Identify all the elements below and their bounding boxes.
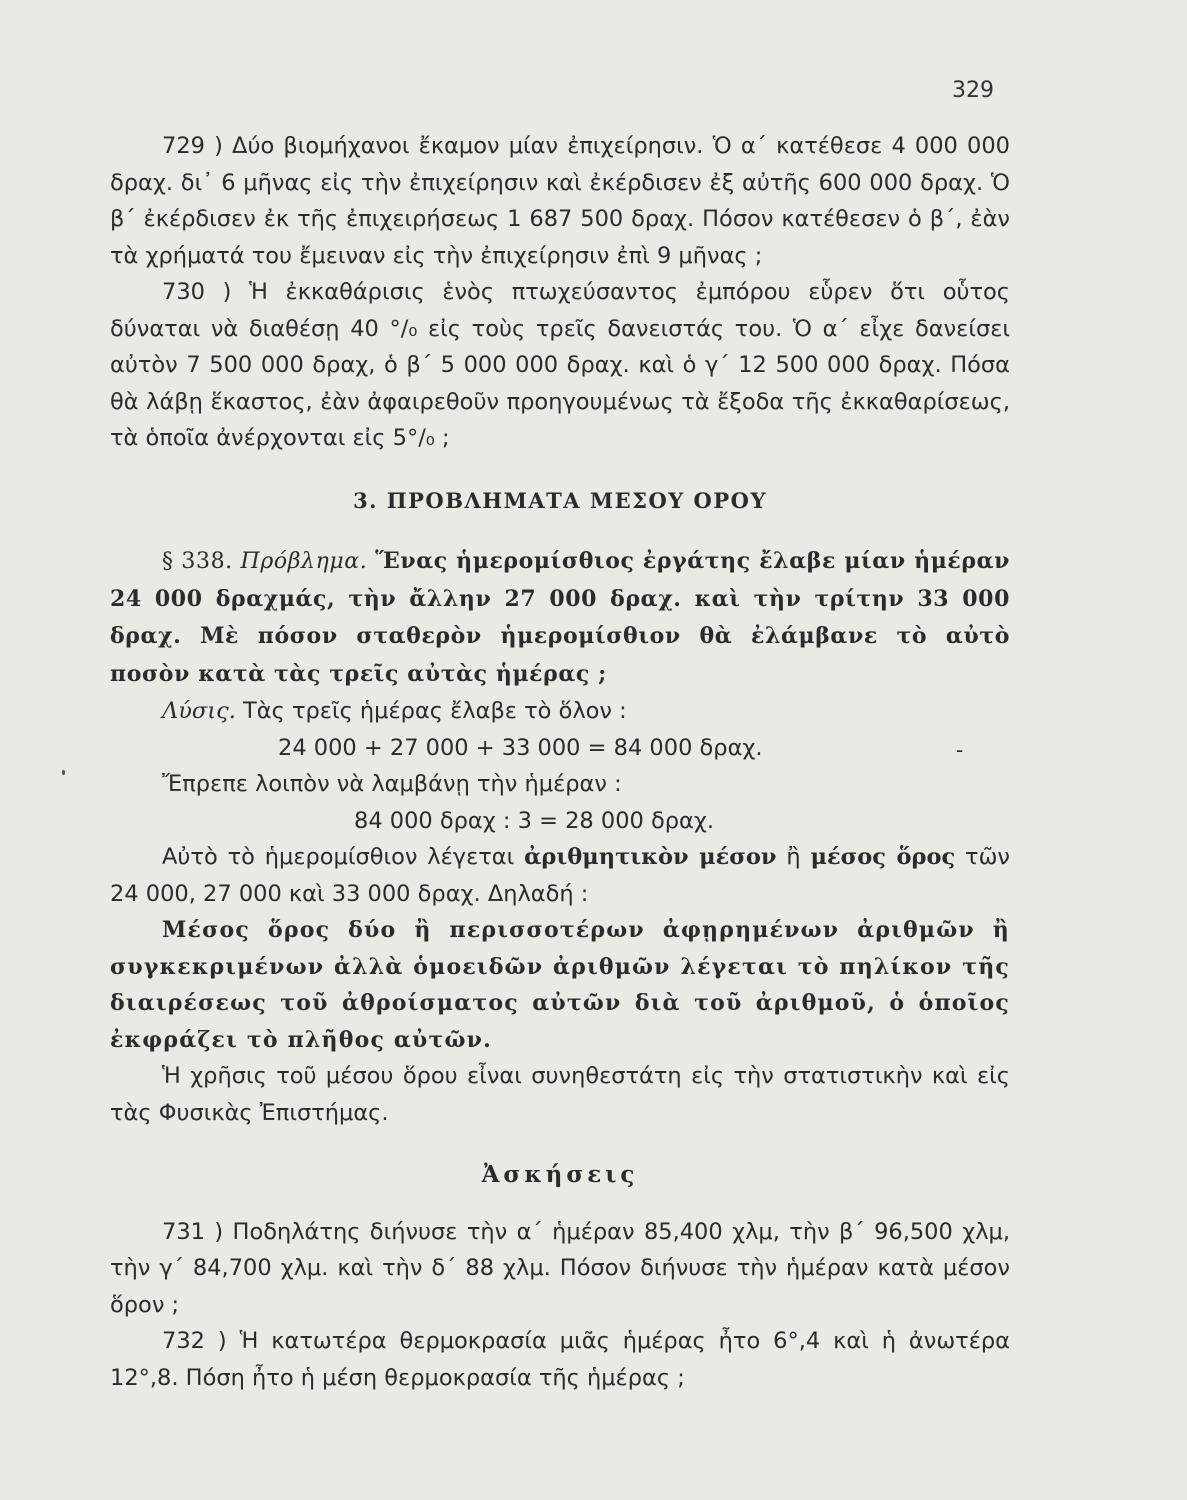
solution-text-3e: τῶν 24 000, 27 000 καὶ 33 000 δραχ. Δηλαδή : (110, 844, 1010, 907)
problem-paragraph (110, 543, 1010, 693)
exercises-heading: Ἀσκήσεις (481, 1161, 639, 1188)
problem-text: Ἕνας ἡμερομίσθιος ἐργάτης ἔλαβε μίαν ἡμέραν 24 000 δραχμάς, τὴν ἄλλην 27 000 δραχ. καὶ τὴν τρίτην 33 000 δραχ. Μὲ πόσον σταθερὸν ἡμερομίσθιον θὰ ἐλάμβανε τὸ αὐτὸ ποσὸν κατὰ τὰς τρεῖς αὐτὰς ἡμέρας ; (110, 548, 1011, 687)
exercise-729: 729 ) Δύο βιομήχανοι ἔκαμον μίαν ἐπιχείρησιν. Ὁ α΄ κατέθεσε 4 000 000 δραχ. δι᾽ 6 μῆνας εἰς τὴν ἐπιχείρησιν καὶ ἐκέρδισεν ἐξ αὐτῆς 600 000 δραχ. Ὁ β΄ ἐκέρδισεν ἐκ τῆς ἐπιχειρήσεως 1 687 500 δραχ. Πόσον κατέθεσεν ὁ β΄, ἐὰν τὰ χρήματά του ἔμειναν εἰς τὴν ἐπιχείρησιν ἐπὶ 9 μῆνας ; (110, 133, 1010, 269)
definition-paragraph: Μέσος ὅρος δύο ἢ περισσοτέρων ἀφῃρημένων ἀριθμῶν ἢ συγκεκριμένων ἀλλὰ ὁμοειδῶν ἀριθμῶν λέγεται τὸ πηλίκον τῆς διαιρέσεως τοῦ ἀθροίσματος αὐτῶν διὰ τοῦ ἀριθμοῦ, ὁ ὁποῖος ἐκφράζει τὸ πλῆθος αὐτῶν. (110, 917, 1010, 1053)
stray-mark: - (956, 738, 964, 762)
exercise-732: 732 ) Ἡ κατωτέρα θερμοκρασία μιᾶς ἡμέρας ἦτο 6°,4 καὶ ἡ ἀνωτέρα 12°,8. Πόση ἦτο ἡ μέση θερμοκρασία τῆς ἡμέρας ; (110, 1328, 1010, 1391)
usage-paragraph: Ἡ χρῆσις τοῦ μέσου ὅρου εἶναι συνηθεστάτη εἰς τὴν στατιστικὴν καὶ εἰς τὰς Φυσικὰς Ἐπιστήμας. (110, 1063, 1010, 1126)
page-body (110, 128, 1010, 1396)
equation-2: 84 000 δραχ : 3 = 28 000 δραχ. (354, 807, 715, 834)
page-number: 329 (952, 78, 994, 103)
solution-line-3 (110, 839, 1010, 912)
exercise-730: 730 ) Ἡ ἐκκαθάρισις ἑνὸς πτωχεύσαντος ἐμπόρου εὗρεν ὅτι οὗτος δύναται νὰ διαθέσῃ 40 °/₀ εἰς τοὺς τρεῖς δανειστάς του. Ὁ α΄ εἶχε δανείσει αὐτὸν 7 500 000 δραχ, ὁ β΄ 5 000 000 δραχ. καὶ ὁ γ΄ 12 500 000 δραχ. Πόσα θὰ λάβῃ ἕκαστος, ἐὰν ἀφαιρεθοῦν προηγουμένως τὰ ἔξοδα τῆς ἐκκαθαρίσεως, τὰ ὁποῖα ἀνέρχονται εἰς 5°/₀ ; (110, 279, 1010, 451)
section-heading: 3. ΠΡΟΒΛΗΜΑΤΑ ΜΕΣΟΥ ΟΡΟΥ (353, 487, 767, 513)
section-number: § 338. (162, 549, 233, 574)
equation-1: 24 000 + 27 000 + 33 000 = 84 000 δραχ. (278, 734, 763, 761)
solution-text-1: Τὰς τρεῖς ἡμέρας ἔλαβε τὸ ὅλον : (243, 698, 627, 724)
solution-line-1 (110, 693, 1010, 730)
term-average: μέσος ὅρος (810, 844, 956, 870)
problem-label: Πρόβλημα. (240, 549, 368, 574)
exercise-731: 731 ) Ποδηλάτης διήνυσε τὴν α΄ ἡμέραν 85,400 χλμ, τὴν β΄ 96,500 χλμ, τὴν γ΄ 84,700 χλμ. καὶ τὴν δ΄ 88 χλμ. Πόσον διήνυσε τὴν ἡμέραν κατὰ μέσον ὅρον ; (110, 1218, 1010, 1318)
ink-speck (62, 770, 65, 775)
solution-line-2: Ἔπρεπε λοιπὸν νὰ λαμβάνῃ τὴν ἡμέραν : (162, 771, 622, 797)
solution-label: Λύσις. (162, 698, 236, 724)
term-arithmetic-mean: ἀριθμητικὸν μέσον (524, 844, 777, 870)
solution-text-3a: Αὐτὸ τὸ ἡμερομίσθιον λέγεται (162, 844, 515, 870)
solution-text-3c: ἢ (786, 844, 801, 870)
